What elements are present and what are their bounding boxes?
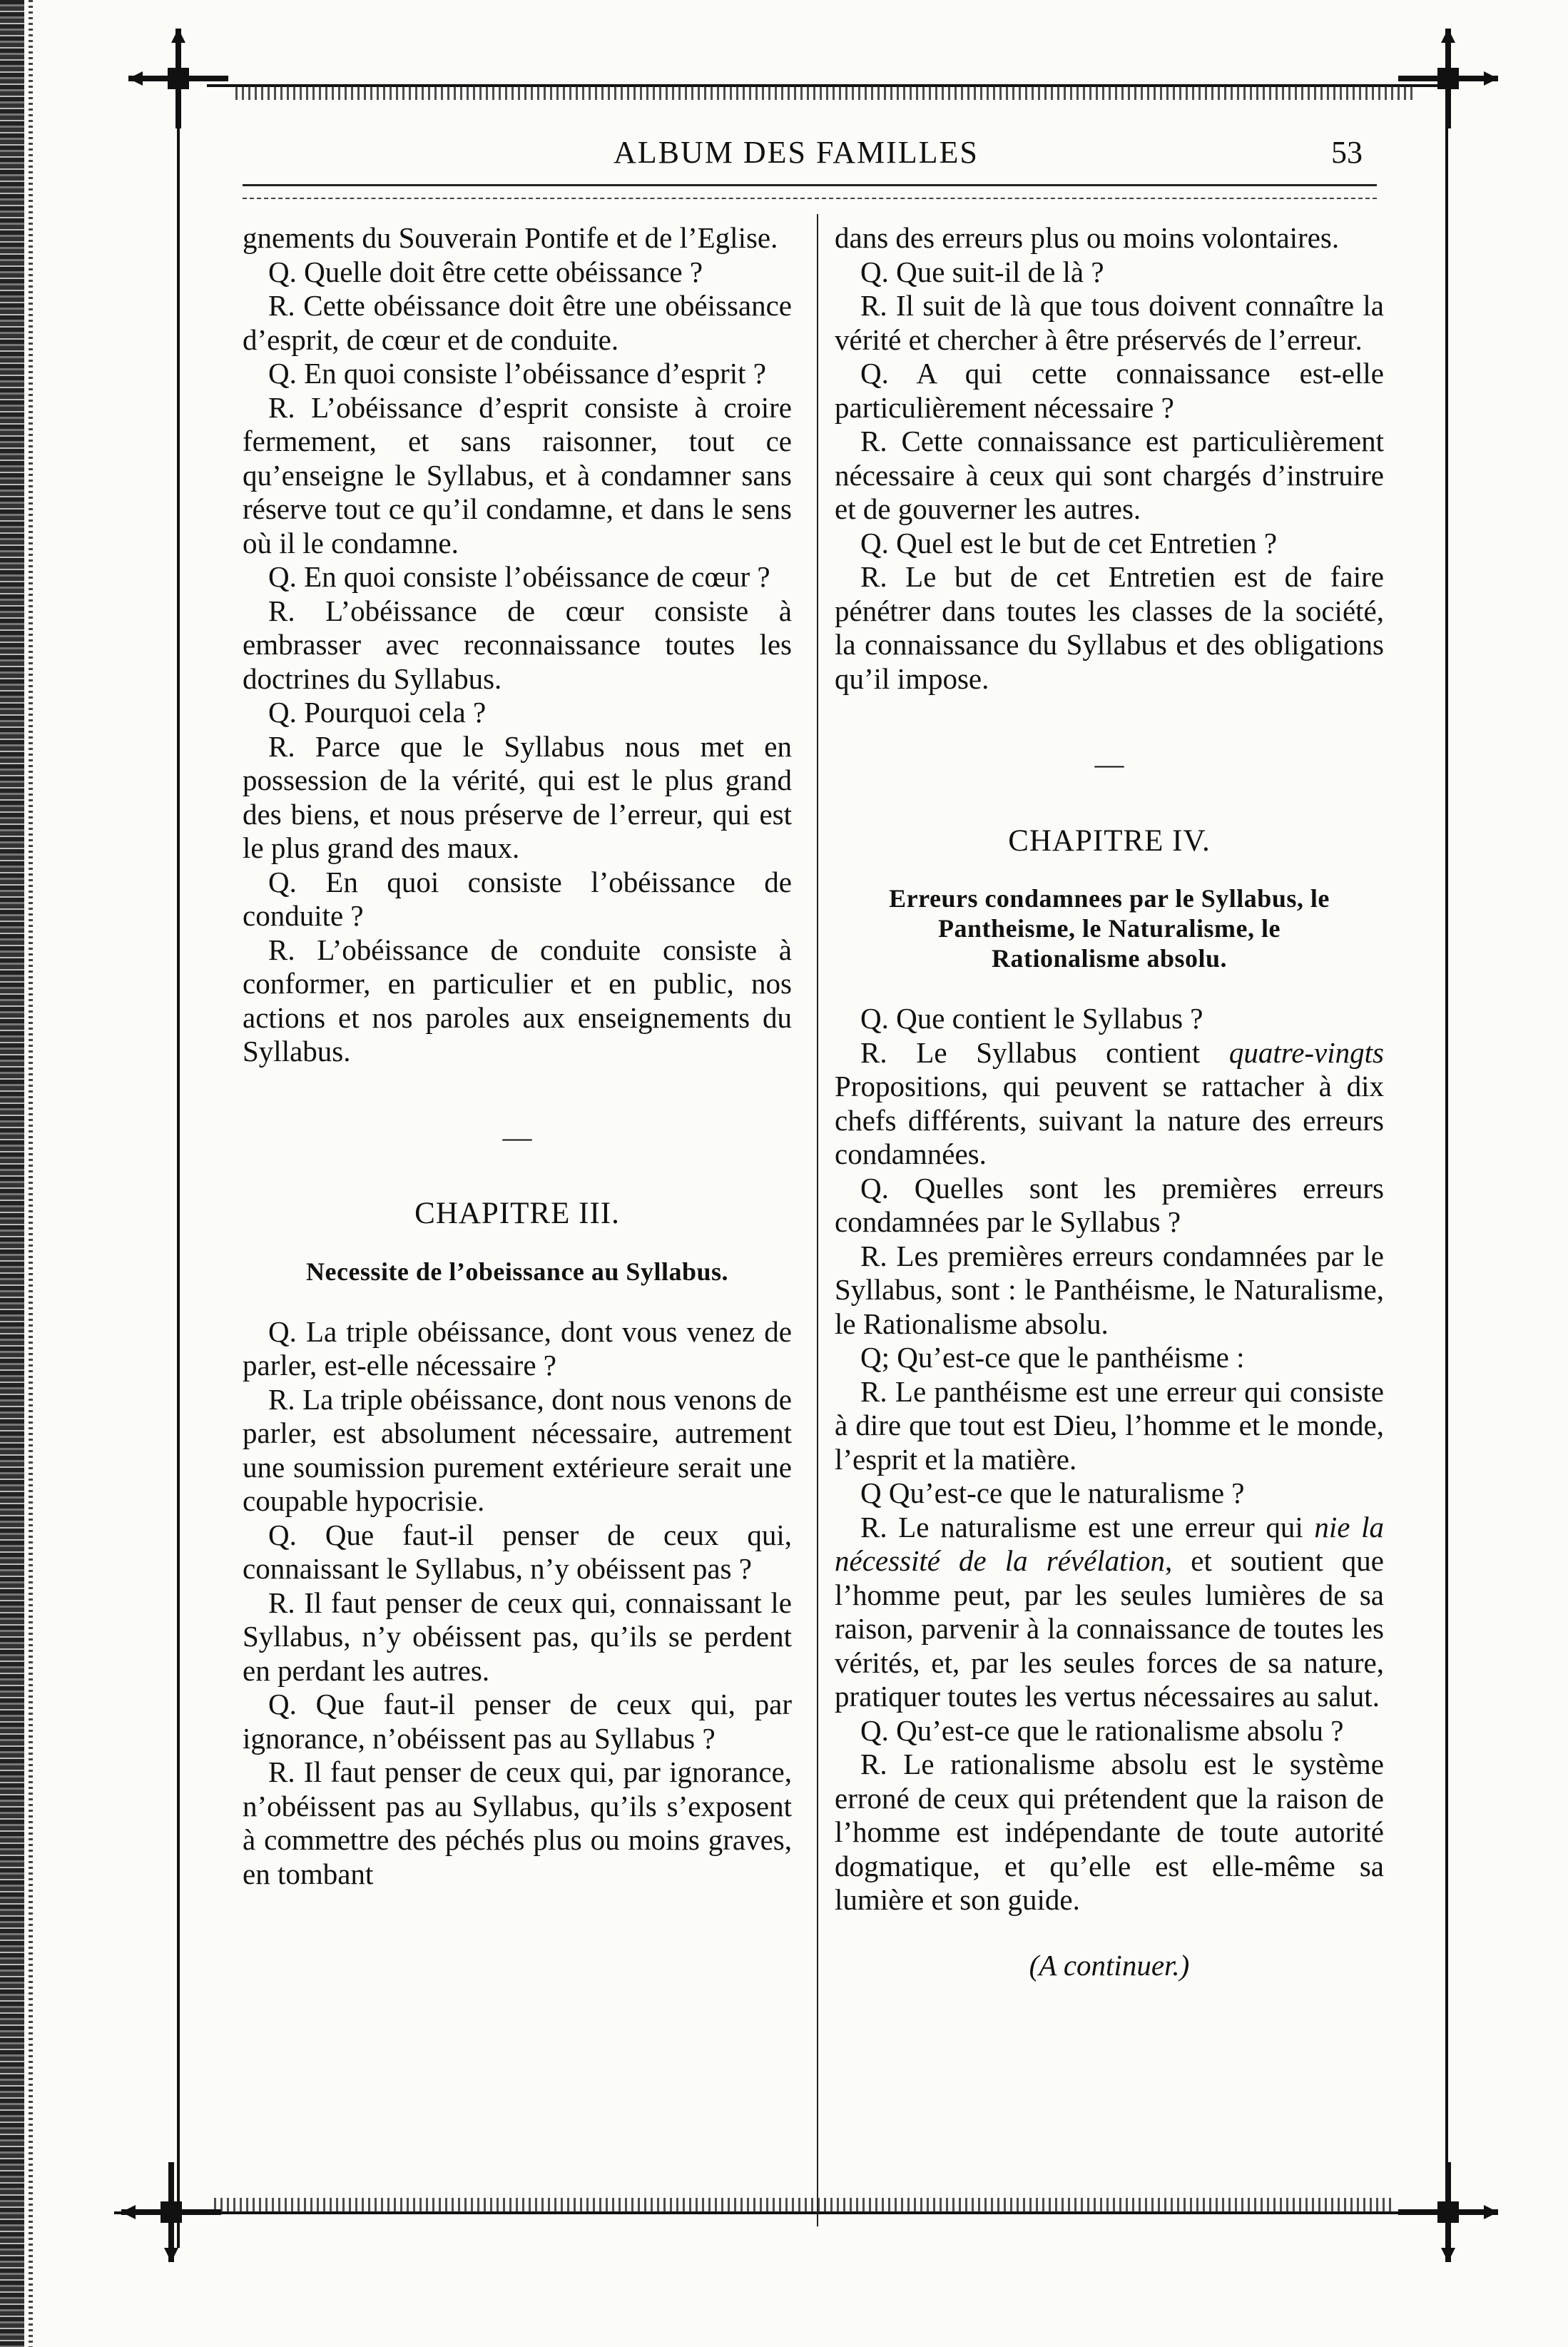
- corner-ornament-top-left: [128, 29, 228, 128]
- question: Q. Que contient le Syllabus ?: [860, 1002, 1203, 1035]
- frame-left-line: [177, 71, 180, 2248]
- chapter-title: CHAPITRE III.: [414, 1197, 620, 1230]
- frame-top-ornament: [235, 86, 1412, 100]
- answer: R. Cette connaissance est particulièrement nécessaire à ceux qui sont chargés d’instruire et de gouverner les autres.: [835, 425, 1384, 525]
- answer: R. Il suit de là que tous doivent connaître la vérité et chercher à être préservés de l’erreur.: [835, 289, 1384, 356]
- answer: R. L’obéissance de cœur consiste à embrasser avec reconnaissance toutes les doctrines du Syllabus.: [243, 594, 792, 695]
- question: Q. Que suit-il de là ?: [860, 255, 1104, 288]
- answer-text: R. Le Syllabus contient: [860, 1035, 1229, 1069]
- answer: R. L’obéissance de conduite consiste à conformer, en particulier et en public, nos actions et nos paroles aux enseignements du Syllabus.: [243, 933, 792, 1068]
- frame-right-line: [1445, 71, 1448, 2248]
- answer: R. Le but de cet Entretien est de faire pénétrer dans toutes les classes de la société, la connaissance du Syllabus et des obligations qu’il impose.: [835, 560, 1384, 695]
- question: Q Qu’est-ce que le naturalisme ?: [860, 1476, 1245, 1509]
- left-ornamental-strip: [0, 0, 24, 2347]
- paragraph: dans des erreurs plus ou moins volontaires.: [835, 221, 1340, 254]
- column-divider: [817, 214, 818, 2226]
- question: Q. Qu’est-ce que le rationalisme absolu ?: [860, 1713, 1344, 1747]
- answer: R. Les premières erreurs condamnées par le Syllabus, sont : le Panthéisme, le Naturalisme, le Rationalisme absolu.: [835, 1239, 1384, 1340]
- left-ornamental-dots: [29, 0, 33, 2347]
- answer-text: , et soutient que l’homme peut, par les seules lumières de sa raison, parvenir à la connaissance de toutes les vérités, et, par les seules forces de sa nature, pratiquer toutes les vertus nécessaires au salut.: [835, 1544, 1384, 1713]
- answer: R. Le rationalisme absolu est le système erroné de ceux qui prétendent que la raison de l’homme est indépendante de toute autorité dogmatique, et qu’elle est elle-même sa lumière et son guide.: [835, 1748, 1384, 1916]
- to-be-continued-note: (A continuer.): [1029, 1948, 1190, 1982]
- question: Q. En quoi consiste l’obéissance d’esprit ?: [268, 357, 766, 390]
- right-column: [835, 221, 1384, 1982]
- left-column: [243, 221, 792, 1891]
- paragraph: gnements du Souverain Pontife et de l’Eglise.: [243, 221, 778, 254]
- question: Q. La triple obéissance, dont vous venez de parler, est-elle nécessaire ?: [243, 1314, 792, 1382]
- corner-ornament-top-right: [1398, 29, 1498, 128]
- answer-emphasis: quatre-vingts: [1228, 1035, 1384, 1069]
- question: Q. Quelle doit être cette obéissance ?: [268, 255, 703, 288]
- question: Q; Qu’est-ce que le panthéisme :: [860, 1341, 1245, 1374]
- answer: [835, 1511, 1384, 1714]
- chapter-title: CHAPITRE IV.: [1008, 823, 1211, 858]
- question: Q. A qui cette connaissance est-elle particulièrement nécessaire ?: [835, 357, 1384, 424]
- question: Q. Quelles sont les premières erreurs condamnées par le Syllabus ?: [835, 1171, 1384, 1238]
- frame-bottom-ornament: [214, 2198, 1391, 2212]
- corner-ornament-bottom-left: [121, 2162, 221, 2262]
- section-separator: —: [1094, 747, 1124, 780]
- question: Q. En quoi consiste l’obéissance de cœur ?: [268, 560, 770, 593]
- question: Q. En quoi consiste l’obéissance de conduite ?: [243, 865, 792, 932]
- section-separator: —: [502, 1120, 532, 1153]
- answer: R. Parce que le Syllabus nous met en possession de la vérité, qui est le plus grand des biens, et nous préserve de l’erreur, qui est le plus grand des maux.: [243, 729, 792, 864]
- question: Q. Pourquoi cela ?: [268, 696, 487, 729]
- corner-ornament-bottom-right: [1398, 2162, 1498, 2262]
- question: Q. Quel est le but de cet Entretien ?: [860, 526, 1278, 559]
- running-title: ALBUM DES FAMILLES: [614, 135, 979, 170]
- answer: R. Il faut penser de ceux qui, par ignorance, n’obéissent pas au Syllabus, qu’ils s’exposent à commettre des péchés plus ou moins graves, en tombant: [243, 1755, 792, 1890]
- question: Q. Que faut-il penser de ceux qui, connaissant le Syllabus, n’y obéissent pas ?: [243, 1518, 792, 1585]
- header-rule: [243, 184, 1377, 199]
- answer: R. L’obéissance d’esprit consiste à croire fermement, et sans raisonner, tout ce qu’enseigne le Syllabus, et à condamner sans réserve tout ce qu’il condamne, et dans le sens où il le condamne.: [243, 390, 792, 559]
- page-header: [235, 134, 1363, 177]
- answer: R. La triple obéissance, dont nous venons de parler, est absolument nécessaire, autrement une soumission purement extérieure serait une coupable hypocrisie.: [243, 1382, 792, 1517]
- answer: R. Le panthéisme est une erreur qui consiste à dire que tout est Dieu, l’homme et le monde, l’esprit et la matière.: [835, 1374, 1384, 1476]
- answer: [835, 1036, 1384, 1172]
- answer-text: Propositions, qui peuvent se rattacher à dix chefs différents, suivant la nature des erreurs condamnées.: [835, 1070, 1384, 1170]
- question: Q. Que faut-il penser de ceux qui, par ignorance, n’obéissent pas au Syllabus ?: [243, 1688, 792, 1755]
- chapter-subtitle: Necessite de l’obeissance au Syllabus.: [305, 1257, 728, 1286]
- answer-text: R. Le naturalisme est une erreur qui: [860, 1510, 1315, 1543]
- page-number: 53: [1331, 135, 1363, 170]
- answer: R. Cette obéissance doit être une obéissance d’esprit, de cœur et de conduite.: [243, 289, 792, 356]
- answer-emphasis: nie la nécessité de la révélation: [835, 1510, 1384, 1577]
- answer: R. Il faut penser de ceux qui, connaissant le Syllabus, n’y obéissent pas, qu’ils se perdent en perdant les autres.: [243, 1586, 792, 1687]
- chapter-subtitle: Erreurs condamnees par le Syllabus, le Pantheisme, le Naturalisme, le Rationalisme absolu.: [889, 884, 1330, 973]
